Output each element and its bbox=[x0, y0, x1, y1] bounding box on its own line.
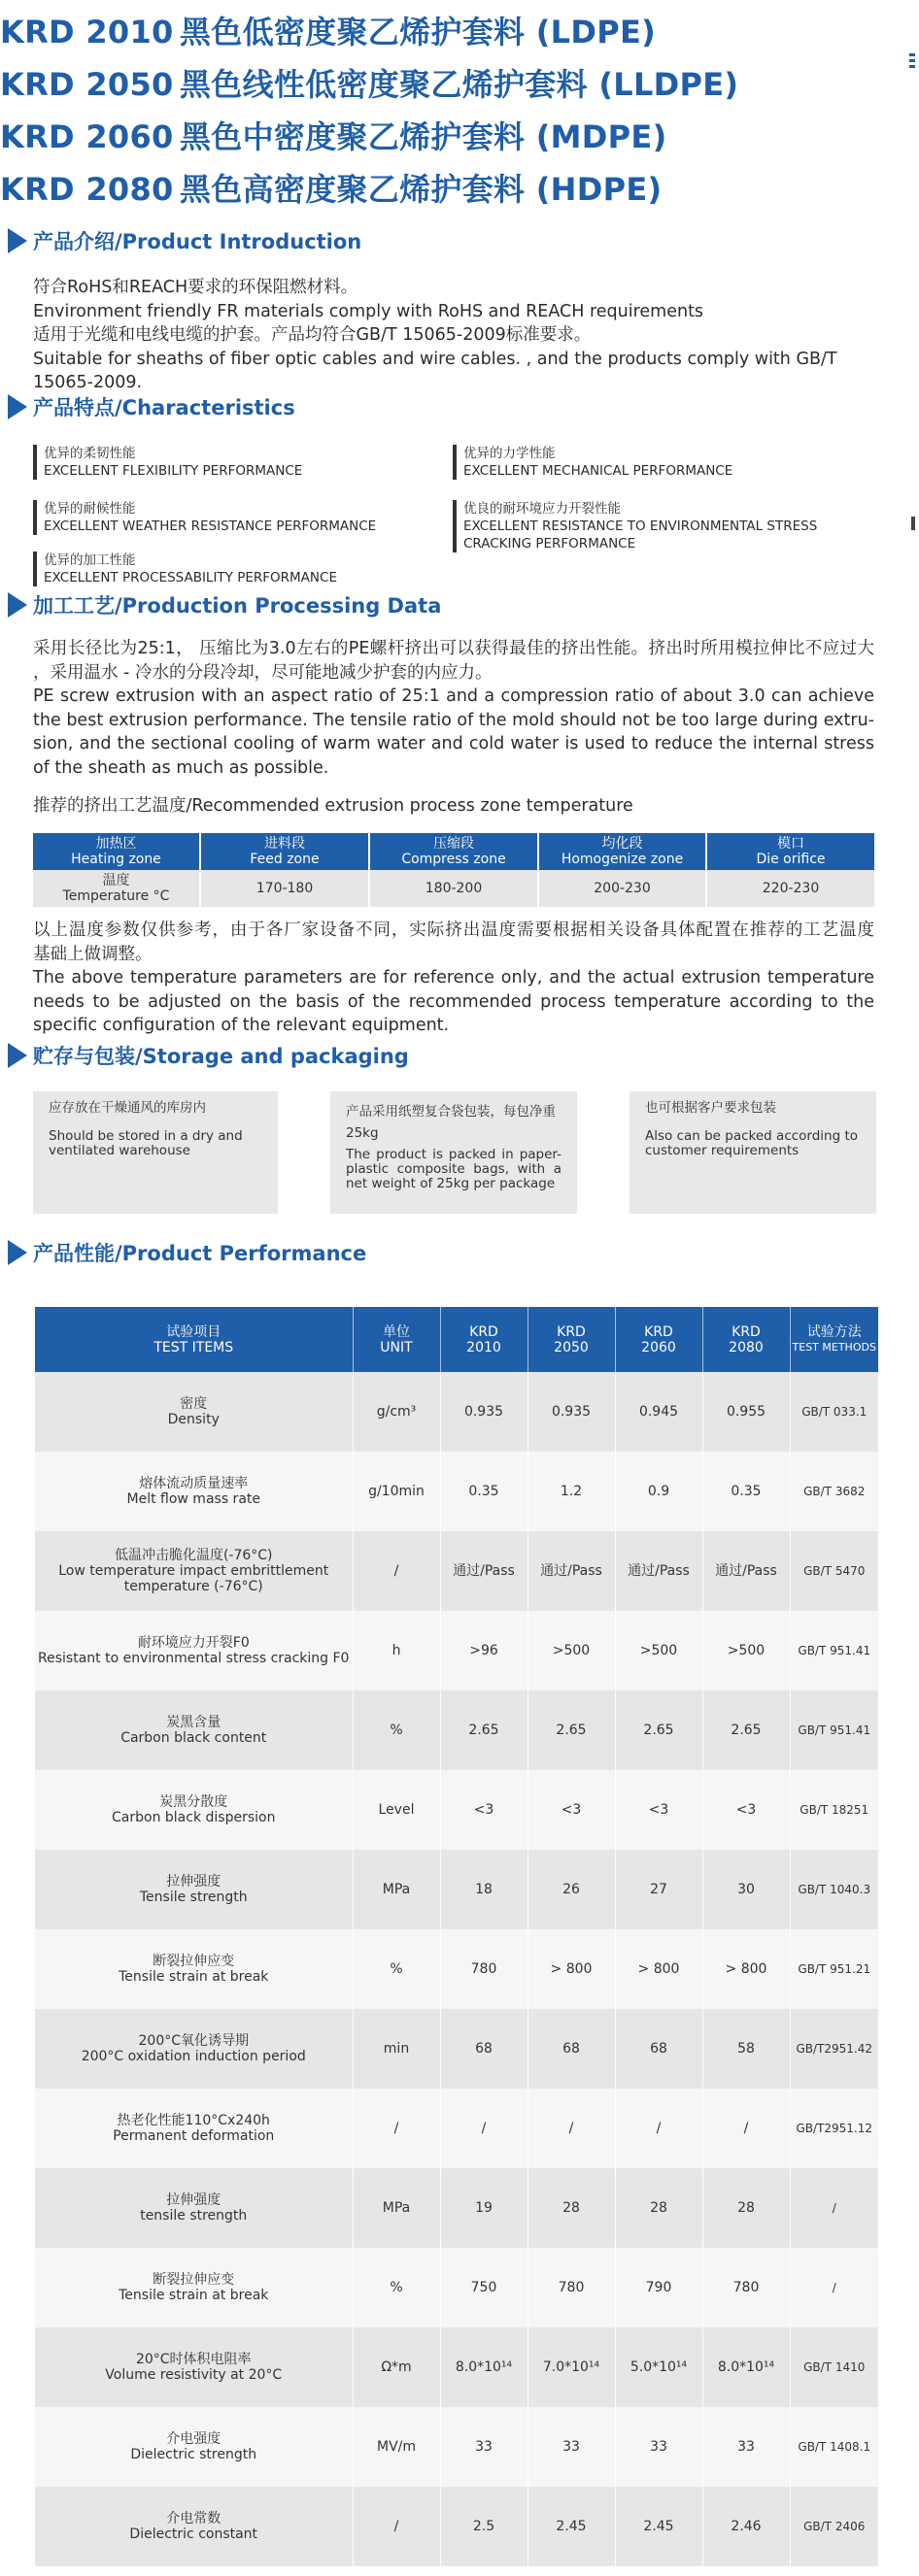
test-item-cell bbox=[35, 1531, 353, 1611]
table-row bbox=[35, 1372, 878, 1452]
value-cell: >500 bbox=[702, 1611, 790, 1690]
section-heading-storage bbox=[8, 1041, 409, 1070]
test-item-cn: 介电强度 bbox=[166, 2431, 221, 2447]
test-item-cell bbox=[35, 1690, 353, 1770]
test-item-en: Dielectric strength bbox=[130, 2447, 257, 2462]
section-heading-processing bbox=[8, 590, 441, 619]
value-cell: 0.955 bbox=[702, 1372, 790, 1452]
note-line: 基础上做调整。 bbox=[33, 944, 153, 964]
intro-paragraph bbox=[33, 276, 874, 395]
method-cell: / bbox=[790, 2168, 878, 2248]
table-row bbox=[35, 2327, 878, 2407]
processing-line: of the sheath as much as possible. bbox=[33, 757, 329, 778]
value-cell: <3 bbox=[615, 1770, 702, 1850]
storage-en: Should be stored in a dry and ventilated warehouse bbox=[49, 1128, 243, 1158]
intro-line: 15065-2009. bbox=[33, 373, 143, 392]
processing-line: PE screw extrusion with an aspect ratio of 25:1 and a compression ratio of about 3.0 can achieve bbox=[33, 686, 874, 706]
test-item-cell bbox=[35, 2248, 353, 2327]
table-row bbox=[35, 1929, 878, 2009]
triangle-bullet-icon bbox=[8, 394, 27, 419]
value-cell: 2.65 bbox=[440, 1690, 528, 1770]
performance-table bbox=[35, 1307, 878, 2566]
test-item-cell bbox=[35, 1372, 353, 1452]
test-item-en: Carbon black dispersion bbox=[112, 1810, 276, 1825]
value-cell: 780 bbox=[702, 2248, 790, 2327]
feature-en: EXCELLENT MECHANICAL PERFORMANCE bbox=[463, 463, 733, 479]
table-row bbox=[35, 2487, 878, 2566]
header-product: KRD 2050 bbox=[528, 1307, 615, 1372]
unit-cell: / bbox=[353, 1531, 440, 1611]
value-cell: > 800 bbox=[702, 1929, 790, 2009]
value-cell: 33 bbox=[615, 2407, 702, 2487]
table-cell: 220-230 bbox=[706, 870, 874, 907]
feature-cn: 优异的加工性能 bbox=[44, 552, 136, 568]
test-item-cell bbox=[35, 2089, 353, 2168]
intro-line: 适用于光缆和电线电缆的护套。产品均符合GB/T 15065-2009标准要求。 bbox=[33, 325, 592, 345]
table-row bbox=[35, 2407, 878, 2487]
test-item-cn: 热老化性能110°Cx240h bbox=[117, 2113, 270, 2128]
feature-item bbox=[33, 552, 337, 586]
test-item-en: Carbon black content bbox=[120, 1730, 267, 1746]
header-product: KRD 2060 bbox=[615, 1307, 702, 1372]
value-cell: 33 bbox=[528, 2407, 615, 2487]
header-cell: 进料段 Feed zone bbox=[200, 833, 369, 870]
value-cell: 0.935 bbox=[440, 1372, 528, 1452]
value-cell: 58 bbox=[702, 2009, 790, 2089]
value-cell: 68 bbox=[528, 2009, 615, 2089]
test-item-cn: 炭黑分散度 bbox=[159, 1794, 228, 1810]
product-code: KRD 2050 bbox=[0, 66, 174, 103]
section-title: 贮存与包装/Storage and packaging bbox=[33, 1045, 409, 1068]
test-item-cell bbox=[35, 2009, 353, 2089]
scroll-marker-icon bbox=[911, 517, 915, 530]
value-cell: 0.35 bbox=[440, 1452, 528, 1531]
value-cell: 2.45 bbox=[615, 2487, 702, 2566]
table-row bbox=[35, 1452, 878, 1531]
unit-cell: MV/m bbox=[353, 2407, 440, 2487]
test-item-en: Resistant to environmental stress cracking F0 bbox=[38, 1651, 350, 1666]
feature-en: CRACKING PERFORMANCE bbox=[463, 536, 636, 552]
header-product: KRD 2080 bbox=[702, 1307, 790, 1372]
method-cell: GB/T 3682 bbox=[790, 1452, 878, 1531]
section-title: 产品特点/Characteristics bbox=[33, 396, 295, 419]
feature-en: EXCELLENT WEATHER RESISTANCE PERFORMANCE bbox=[44, 519, 377, 534]
table-row bbox=[35, 2248, 878, 2327]
value-cell: 27 bbox=[615, 1850, 702, 1929]
test-item-en: Dielectric constant bbox=[129, 2526, 258, 2542]
value-cell: 0.9 bbox=[615, 1452, 702, 1531]
value-cell: 2.65 bbox=[702, 1690, 790, 1770]
value-cell: 2.46 bbox=[702, 2487, 790, 2566]
row-label-cell: 温度 Temperature °C bbox=[33, 870, 200, 907]
recommended-text: 推荐的挤出工艺温度/Recommended extrusion process zone temperature bbox=[33, 796, 633, 816]
value-cell: > 800 bbox=[615, 1929, 702, 2009]
test-item-cell bbox=[35, 2407, 353, 2487]
table-cell: 170-180 bbox=[200, 870, 369, 907]
product-name: 黑色低密度聚乙烯护套料 (LDPE) bbox=[180, 14, 657, 50]
storage-en: The product is packed in paper-plastic composite bags, with a net weight of 25kg per package bbox=[346, 1147, 562, 1191]
storage-card bbox=[33, 1091, 278, 1214]
method-cell: GB/T 951.41 bbox=[790, 1690, 878, 1770]
feature-en: EXCELLENT PROCESSABILITY PERFORMANCE bbox=[44, 570, 337, 585]
method-cell: GB/T 951.41 bbox=[790, 1611, 878, 1690]
feature-cn: 优异的耐候性能 bbox=[44, 501, 136, 517]
test-item-cell bbox=[35, 2487, 353, 2566]
table-row bbox=[35, 1611, 878, 1690]
test-item-cn: 拉伸强度 bbox=[166, 1874, 221, 1890]
value-cell: 28 bbox=[615, 2168, 702, 2248]
test-item-cn: 20°C时体积电阻率 bbox=[135, 2352, 252, 2367]
table-row bbox=[35, 1531, 878, 1611]
unit-cell: / bbox=[353, 2089, 440, 2168]
value-cell: 通过/Pass bbox=[615, 1531, 702, 1611]
header-test-items: 试验项目 TEST ITEMS bbox=[35, 1307, 353, 1372]
title-block bbox=[0, 6, 738, 216]
intro-line: Suitable for sheaths of fiber optic cables and wire cables. , and the products comply with GB/T bbox=[33, 349, 837, 369]
value-cell: 28 bbox=[528, 2168, 615, 2248]
unit-cell: g/10min bbox=[353, 1452, 440, 1531]
unit-cell: min bbox=[353, 2009, 440, 2089]
unit-cell: / bbox=[353, 2487, 440, 2566]
value-cell: 0.935 bbox=[528, 1372, 615, 1452]
section-title: 产品介绍/Product Introduction bbox=[33, 230, 362, 253]
menu-icon[interactable] bbox=[909, 53, 919, 71]
recommended-label bbox=[33, 794, 874, 819]
method-cell: GB/T 5470 bbox=[790, 1531, 878, 1611]
feature-item bbox=[33, 445, 302, 480]
value-cell: 19 bbox=[440, 2168, 528, 2248]
section-title: 产品性能/Product Performance bbox=[33, 1242, 367, 1265]
test-item-cell bbox=[35, 1770, 353, 1850]
triangle-bullet-icon bbox=[8, 228, 27, 253]
value-cell: 68 bbox=[615, 2009, 702, 2089]
processing-line: 采用长径比为25:1， 压缩比为3.0左右的PE螺杆挤出可以获得最佳的挤出性能。挤出时所用模拉伸比不应过大 bbox=[33, 639, 874, 658]
section-heading-performance bbox=[8, 1238, 366, 1267]
value-cell: 750 bbox=[440, 2248, 528, 2327]
header-unit: 单位 UNIT bbox=[353, 1307, 440, 1372]
unit-cell: MPa bbox=[353, 1850, 440, 1929]
header-cell: 加热区 Heating zone bbox=[33, 833, 200, 870]
test-item-cell bbox=[35, 1611, 353, 1690]
test-item-cn: 炭黑含量 bbox=[166, 1715, 221, 1730]
product-title bbox=[0, 163, 738, 216]
value-cell: 2.45 bbox=[528, 2487, 615, 2566]
test-item-en: temperature (-76°C) bbox=[123, 1579, 263, 1594]
section-title: 加工工艺/Production Processing Data bbox=[33, 594, 442, 618]
test-item-cn: 低温冲击脆化温度(-76°C) bbox=[114, 1548, 273, 1563]
processing-line: sion, and the sectional cooling of warm water and cold water is used to reduce the internal stress bbox=[33, 734, 874, 753]
product-title bbox=[0, 58, 738, 111]
table-row bbox=[35, 1690, 878, 1770]
value-cell: 0.35 bbox=[702, 1452, 790, 1531]
value-cell: 780 bbox=[440, 1929, 528, 2009]
table-row bbox=[35, 2089, 878, 2168]
value-cell: 33 bbox=[440, 2407, 528, 2487]
header-cell: 压缩段 Compress zone bbox=[369, 833, 538, 870]
unit-cell: % bbox=[353, 2248, 440, 2327]
test-item-cn: 熔体流动质量速率 bbox=[139, 1476, 249, 1491]
note-line: specific configuration of the relevant equipment. bbox=[33, 1016, 450, 1035]
header-cell: 均化段 Homogenize zone bbox=[538, 833, 706, 870]
test-item-en: Low temperature impact embrittlement bbox=[58, 1563, 329, 1579]
method-cell: GB/T 2406 bbox=[790, 2487, 878, 2566]
performance-table-body bbox=[35, 1372, 878, 2566]
feature-cn: 优异的柔韧性能 bbox=[44, 446, 136, 461]
process-temperature-table bbox=[33, 833, 874, 907]
storage-cn: 应存放在干燥通风的库房内 bbox=[49, 1100, 206, 1116]
value-cell: / bbox=[440, 2089, 528, 2168]
processing-line: the best extrusion performance. The tensile ratio of the mold should not be too large during extru- bbox=[33, 710, 874, 730]
product-title bbox=[0, 6, 738, 58]
table-row bbox=[35, 2009, 878, 2089]
method-cell: GB/T 951.21 bbox=[790, 1929, 878, 2009]
triangle-bullet-icon bbox=[8, 592, 27, 618]
value-cell: / bbox=[702, 2089, 790, 2168]
header-cell: 模口 Die orifice bbox=[706, 833, 874, 870]
value-cell: 2.65 bbox=[615, 1690, 702, 1770]
value-cell: 2.65 bbox=[528, 1690, 615, 1770]
temperature-note-paragraph bbox=[33, 919, 874, 1038]
test-item-cn: 断裂拉伸应变 bbox=[153, 2272, 235, 2288]
value-cell: 1.2 bbox=[528, 1452, 615, 1531]
intro-line: 符合RoHS和REACH要求的环保阻燃材料。 bbox=[33, 278, 358, 297]
test-item-cn: 拉伸强度 bbox=[166, 2192, 221, 2208]
feature-item bbox=[33, 500, 376, 535]
value-cell: 通过/Pass bbox=[440, 1531, 528, 1611]
test-item-cell bbox=[35, 1452, 353, 1531]
test-item-en: Melt flow mass rate bbox=[126, 1491, 260, 1507]
table-header-row bbox=[33, 833, 874, 870]
section-heading-intro bbox=[8, 226, 361, 255]
method-cell: GB/T 1040.3 bbox=[790, 1850, 878, 1929]
product-code: KRD 2080 bbox=[0, 171, 174, 208]
table-cell: 180-200 bbox=[369, 870, 538, 907]
value-cell: 780 bbox=[528, 2248, 615, 2327]
test-item-cn: 耐环境应力开裂F0 bbox=[137, 1635, 250, 1651]
value-cell: > 800 bbox=[528, 1929, 615, 2009]
value-cell: 68 bbox=[440, 2009, 528, 2089]
test-item-en: Density bbox=[167, 1412, 220, 1427]
product-name: 黑色高密度聚乙烯护套料 (HDPE) bbox=[180, 171, 663, 208]
table-row bbox=[35, 1770, 878, 1850]
triangle-bullet-icon bbox=[8, 1240, 27, 1265]
test-item-en: 200°C oxidation induction period bbox=[81, 2049, 306, 2064]
value-cell: 790 bbox=[615, 2248, 702, 2327]
product-code: KRD 2010 bbox=[0, 14, 174, 50]
test-item-en: Permanent deformation bbox=[113, 2128, 275, 2144]
value-cell: <3 bbox=[702, 1770, 790, 1850]
storage-card bbox=[330, 1091, 577, 1214]
feature-en: EXCELLENT RESISTANCE TO ENVIRONMENTAL STRESS bbox=[463, 519, 818, 534]
table-row bbox=[35, 1850, 878, 1929]
note-line: needs to be adjusted on the basis of the recommended process temperature according to the bbox=[33, 991, 874, 1012]
test-item-cell bbox=[35, 2168, 353, 2248]
value-cell: 26 bbox=[528, 1850, 615, 1929]
value-cell: 0.945 bbox=[615, 1372, 702, 1452]
note-line: The above temperature parameters are for reference only, and the actual extrusion temperature bbox=[33, 968, 874, 987]
value-cell: >96 bbox=[440, 1611, 528, 1690]
unit-cell: % bbox=[353, 1929, 440, 2009]
table-row bbox=[35, 2168, 878, 2248]
unit-cell: h bbox=[353, 1611, 440, 1690]
storage-cn: 也可根据客户要求包装 bbox=[645, 1100, 776, 1116]
value-cell: 8.0*10¹⁴ bbox=[440, 2327, 528, 2407]
test-item-en: Tensile strength bbox=[139, 1890, 248, 1905]
method-cell: / bbox=[790, 2248, 878, 2327]
feature-item bbox=[453, 445, 732, 480]
header-test-methods: 试验方法 TEST METHODS bbox=[790, 1307, 878, 1372]
value-cell: >500 bbox=[528, 1611, 615, 1690]
test-item-cn: 介电常数 bbox=[166, 2511, 221, 2526]
product-name: 黑色线性低密度聚乙烯护套料 (LLDPE) bbox=[180, 66, 739, 103]
unit-cell: g/cm³ bbox=[353, 1372, 440, 1452]
feature-cn: 优异的力学性能 bbox=[463, 446, 556, 461]
test-item-en: Tensile strain at break bbox=[119, 2288, 269, 2303]
value-cell: 2.5 bbox=[440, 2487, 528, 2566]
note-line: 以上温度参数仅供参考，由于各厂家设备不同，实际挤出温度需要根据相关设备具体配置在推荐的工艺温度 bbox=[33, 920, 874, 940]
table-row bbox=[33, 870, 874, 907]
product-name: 黑色中密度聚乙烯护套料 (MDPE) bbox=[180, 118, 667, 155]
unit-cell: Level bbox=[353, 1770, 440, 1850]
feature-en: EXCELLENT FLEXIBILITY PERFORMANCE bbox=[44, 463, 303, 479]
value-cell: 28 bbox=[702, 2168, 790, 2248]
header-product: KRD 2010 bbox=[440, 1307, 528, 1372]
value-cell: 33 bbox=[702, 2407, 790, 2487]
storage-card bbox=[630, 1091, 876, 1214]
value-cell: 8.0*10¹⁴ bbox=[702, 2327, 790, 2407]
feature-cn: 优良的耐环境应力开裂性能 bbox=[463, 501, 621, 517]
unit-cell: MPa bbox=[353, 2168, 440, 2248]
method-cell: GB/T 1408.1 bbox=[790, 2407, 878, 2487]
processing-line: ，采用温水 - 冷水的分段冷却，尽可能地减少护套的内应力。 bbox=[33, 662, 493, 683]
value-cell: 30 bbox=[702, 1850, 790, 1929]
feature-item bbox=[453, 500, 817, 552]
value-cell: 18 bbox=[440, 1850, 528, 1929]
storage-en: Also can be packed according to customer requirements bbox=[645, 1128, 859, 1158]
method-cell: GB/T2951.42 bbox=[790, 2009, 878, 2089]
value-cell: / bbox=[528, 2089, 615, 2168]
section-heading-characteristics bbox=[8, 392, 295, 421]
test-item-cell bbox=[35, 2327, 353, 2407]
test-item-cell bbox=[35, 1929, 353, 2009]
unit-cell: % bbox=[353, 1690, 440, 1770]
table-header-row bbox=[35, 1307, 878, 1372]
processing-paragraph bbox=[33, 637, 874, 780]
value-cell: 5.0*10¹⁴ bbox=[615, 2327, 702, 2407]
table-cell: 200-230 bbox=[538, 870, 706, 907]
test-item-cell bbox=[35, 1850, 353, 1929]
unit-cell: Ω*m bbox=[353, 2327, 440, 2407]
value-cell: 7.0*10¹⁴ bbox=[528, 2327, 615, 2407]
product-title bbox=[0, 111, 738, 163]
test-item-en: tensile strength bbox=[140, 2208, 248, 2224]
triangle-bullet-icon bbox=[8, 1043, 27, 1068]
method-cell: GB/T 033.1 bbox=[790, 1372, 878, 1452]
test-item-cn: 200°C氧化诱导期 bbox=[138, 2033, 249, 2049]
method-cell: GB/T 1410 bbox=[790, 2327, 878, 2407]
test-item-en: Tensile strain at break bbox=[119, 1969, 269, 1985]
intro-line: Environment friendly FR materials comply with RoHS and REACH requirements bbox=[33, 301, 704, 321]
value-cell: <3 bbox=[440, 1770, 528, 1850]
storage-cn: 产品采用纸塑复合袋包装，每包净重25kg bbox=[346, 1104, 556, 1141]
value-cell: >500 bbox=[615, 1611, 702, 1690]
value-cell: <3 bbox=[528, 1770, 615, 1850]
value-cell: / bbox=[615, 2089, 702, 2168]
test-item-cn: 密度 bbox=[180, 1396, 208, 1412]
value-cell: 通过/Pass bbox=[702, 1531, 790, 1611]
test-item-en: Volume resistivity at 20°C bbox=[105, 2367, 283, 2383]
method-cell: GB/T2951.12 bbox=[790, 2089, 878, 2168]
product-code: KRD 2060 bbox=[0, 118, 174, 155]
value-cell: 通过/Pass bbox=[528, 1531, 615, 1611]
test-item-cn: 断裂拉伸应变 bbox=[153, 1954, 235, 1969]
method-cell: GB/T 18251 bbox=[790, 1770, 878, 1850]
